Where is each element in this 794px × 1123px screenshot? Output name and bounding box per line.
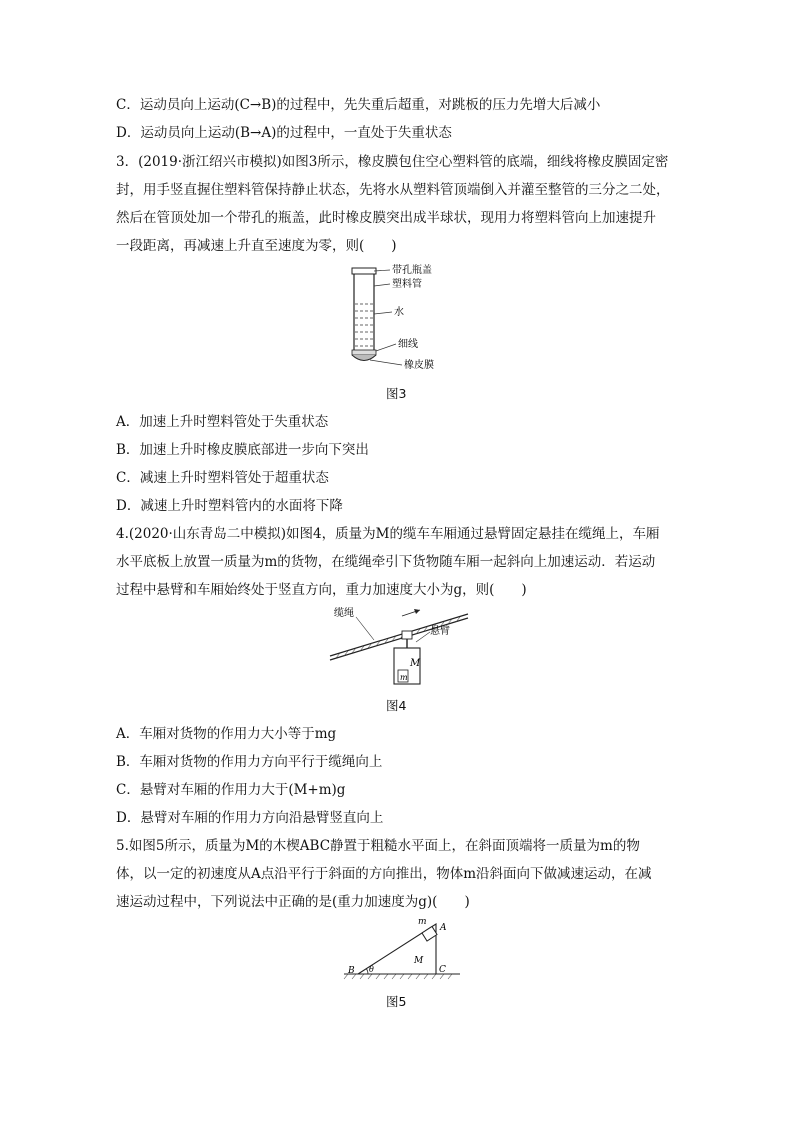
figure-5-wedge-diagram [340, 908, 464, 986]
q4-option-a: A．车厢对货物的作用力大小等于mg [116, 726, 337, 742]
label-mass-M: M [410, 658, 421, 669]
figure-3-caption: 图3 [386, 386, 407, 401]
q4-option-b: B．车厢对货物的作用力方向平行于缆绳向上 [116, 754, 383, 770]
q4-stem-line-1: 4.(2020·山东青岛二中模拟)如图4，质量为M的缆车车厢通过悬臂固定悬挂在缆绳上，车厢 [116, 526, 660, 542]
bottle-cap-shape [352, 268, 376, 274]
q3-option-a: A．加速上升时塑料管处于失重状态 [116, 414, 329, 430]
q2-option-c: C．运动员向上运动(C→B)的过程中，先失重后超重，对跳板的压力先增大后减小 [116, 97, 601, 113]
q4-stem-line-2: 水平底板上放置一质量为m的货物，在缆绳牵引下货物随车厢一起斜向上加速运动．若运动 [116, 554, 656, 570]
label-M: M [414, 956, 424, 966]
string-binding [352, 350, 376, 355]
q5-stem-line-3: 速运动过程中，下列说法中正确的是(重力加速度为g)( ) [116, 894, 470, 910]
q4-stem-line-3: 过程中悬臂和车厢始终处于竖直方向，重力加速度大小为g，则( ) [116, 582, 527, 598]
q5-stem-line-2: 体，以一定的初速度从A点沿平行于斜面的方向推出，物体m沿斜面向下做减速运动，在减 [116, 866, 652, 882]
label-tube: 塑料管 [392, 279, 422, 290]
figure-3-tube-diagram [340, 262, 460, 374]
q4-option-c: C．悬臂对车厢的作用力大于(M+m)g [116, 782, 346, 798]
q3-stem-line-4: 一段距离，再减速上升直至速度为零，则( ) [116, 238, 397, 254]
figure-4-cable-car-diagram [326, 600, 472, 690]
q3-option-d: D．减速上升时塑料管内的水面将下降 [116, 498, 343, 514]
label-arm: 悬臂 [430, 626, 450, 637]
figure-4-caption: 图4 [386, 698, 407, 713]
q4-option-d: D．悬臂对车厢的作用力方向沿悬臂竖直向上 [116, 810, 384, 826]
label-theta: θ [369, 965, 374, 974]
label-membrane: 橡皮膜 [404, 360, 434, 371]
q3-option-c: C．减速上升时塑料管处于超重状态 [116, 470, 329, 486]
cable-clamp [402, 631, 412, 639]
q2-option-d: D．运动员向上运动(B→A)的过程中，一直处于失重状态 [116, 125, 452, 141]
membrane-bulge [352, 355, 376, 361]
label-C: C [439, 965, 446, 975]
q5-stem-line-1: 5.如图5所示，质量为M的木楔ABC静置于粗糙水平面上，在斜面顶端将一质量为m的物 [116, 838, 640, 854]
label-mass-m: m [400, 673, 408, 682]
label-A: A [440, 923, 447, 933]
q3-stem-line-2: 封，用手竖直握住塑料管保持静止状态，先将水从塑料管顶端倒入并灌至整管的三分之二处， [116, 182, 670, 198]
label-water: 水 [394, 307, 404, 318]
ground-hatching [344, 974, 452, 979]
water-fill [355, 304, 373, 346]
label-cap: 带孔瓶盖 [392, 265, 432, 276]
label-string: 细线 [398, 339, 418, 350]
q3-stem-line-3: 然后在管顶处加一个带孔的瓶盖，此时橡皮膜突出成半球状，现用力将塑料管向上加速提升 [116, 210, 656, 226]
label-cable: 缆绳 [334, 608, 354, 619]
label-B: B [348, 966, 355, 976]
figure-5-caption: 图5 [386, 994, 407, 1009]
q3-stem-line-1: 3．(2019·浙江绍兴市模拟)如图3所示，橡皮膜包住空心塑料管的底端，细线将橡皮膜固定密 [116, 154, 669, 170]
label-m: m [418, 917, 427, 927]
q3-option-b: B．加速上升时橡皮膜底部进一步向下突出 [116, 442, 369, 458]
